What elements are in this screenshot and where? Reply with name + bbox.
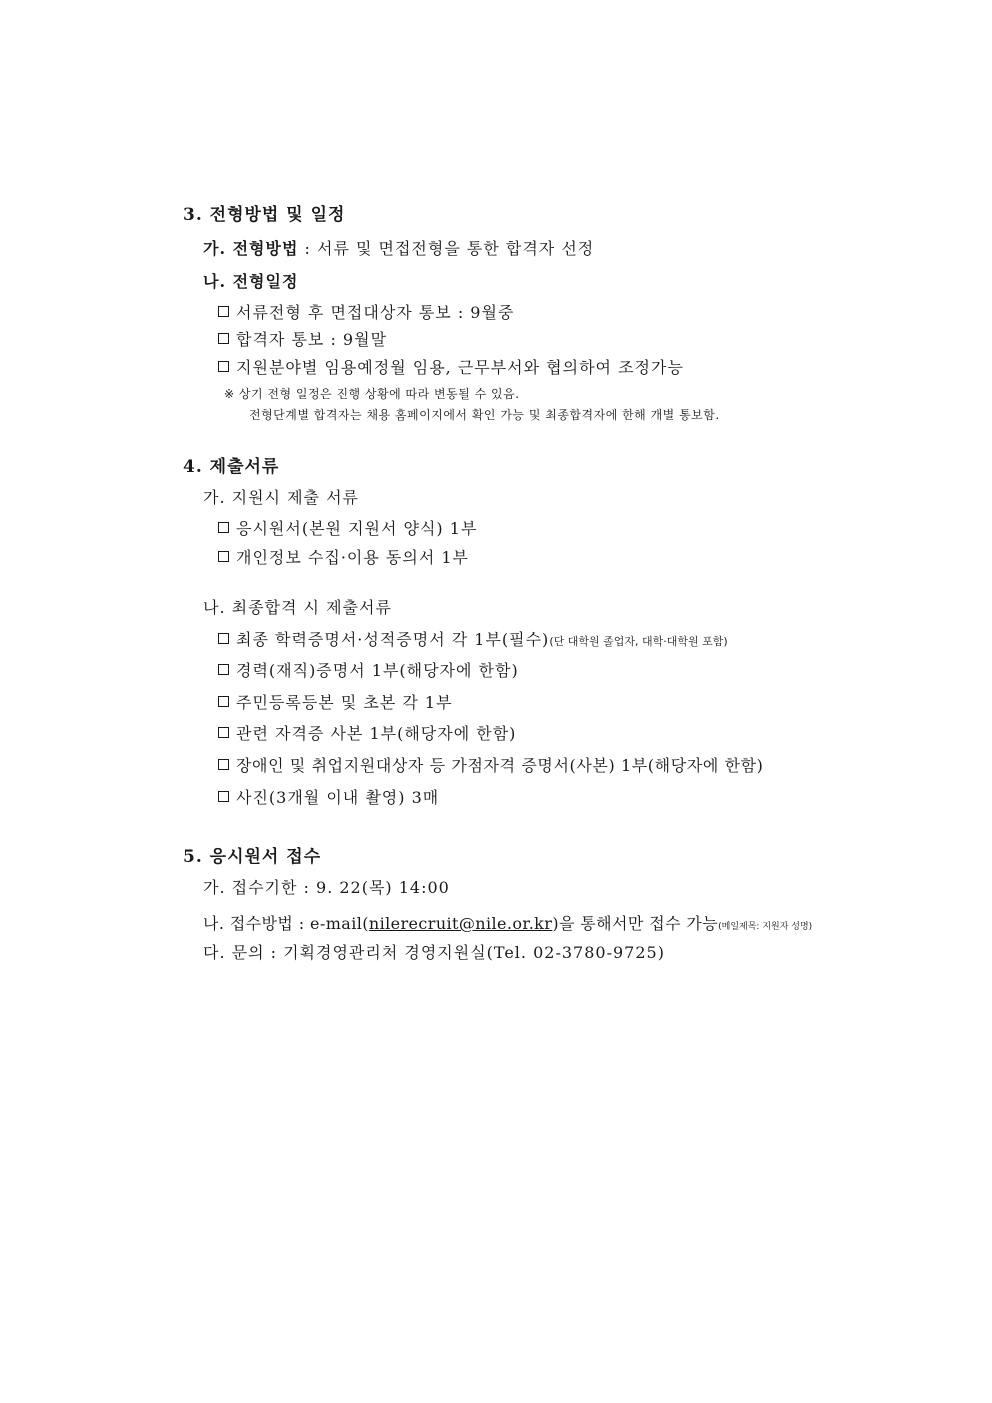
document-item: 관련 자격증 사본 1부(해당자에 한함) [218,721,516,744]
selection-method-label: 가. 전형방법 [203,239,299,258]
application-method-note: (메일제목: 지원자 성명) [718,922,813,932]
schedule-item: 서류전형 후 면접대상자 통보 : 9월중 [218,300,514,323]
application-docs-label: 가. 지원시 제출 서류 [203,488,359,507]
document-item: 응시원서(본원 지원서 양식) 1부 [218,516,477,539]
schedule-note-detail: 전형단계별 합격자는 채용 홈페이지에서 확인 가능 및 최종합격자에 한해 개별 통보함. [249,408,720,422]
section-3-title: 3. 전형방법 및 일정 [183,205,346,225]
section-5-title: 5. 응시원서 접수 [183,847,322,867]
selection-schedule-label: 나. 전형일정 [203,272,299,291]
checkbox-icon [218,696,229,707]
checkbox-icon [218,759,229,770]
document-item-note: (단 대학원 졸업자, 대학·대학원 포함) [549,635,728,648]
selection-method-text: : 서류 및 면접전형을 통한 합격자 선정 [298,239,595,258]
checkbox-icon [218,551,229,562]
final-docs-label: 나. 최종합격 시 제출서류 [203,598,392,617]
schedule-item: 합격자 통보 : 9월말 [218,327,387,350]
checkbox-icon [218,306,229,317]
checkbox-icon [218,522,229,533]
checkbox-icon [218,727,229,738]
application-deadline: 가. 접수기한 : 9. 22(목) 14:00 [203,878,450,897]
document-item: 사진(3개월 이내 촬영) 3매 [218,785,439,808]
selection-method-line [203,236,594,259]
checkbox-icon [218,333,229,344]
checkbox-icon [218,664,229,675]
email-link[interactable]: nilerecruit@nile.or.kr [368,914,553,933]
document-item: 개인정보 수집·이용 동의서 1부 [218,545,469,568]
document-item: 장애인 및 취업지원대상자 등 가점자격 증명서(사본) 1부(해당자에 한함) [218,753,764,776]
document-item: 최종 학력증명서·성적증명서 각 1부(필수)(단 대학원 졸업자, 대학·대학원 포함) [218,627,728,650]
checkbox-icon [218,361,229,372]
schedule-item: 지원분야별 임용예정월 임용, 근무부서와 협의하여 조정가능 [218,355,684,378]
document-item: 경력(재직)증명서 1부(해당자에 한함) [218,658,519,681]
application-method: 나. 접수방법 : e-mail(nilerecruit@nile.or.kr)을 통해서만 접수 가능(메일제목: 지원자 성명) [203,914,813,933]
checkbox-icon [218,633,229,644]
checkbox-icon [218,791,229,802]
section-4-title: 4. 제출서류 [183,457,280,477]
document-item: 주민등록등본 및 초본 각 1부 [218,690,453,713]
schedule-note: ※ 상기 전형 일정은 진행 상황에 따라 변동될 수 있음. [224,387,520,401]
contact-info: 다. 문의 : 기획경영관리처 경영지원실(Tel. 02-3780-9725) [203,943,665,962]
